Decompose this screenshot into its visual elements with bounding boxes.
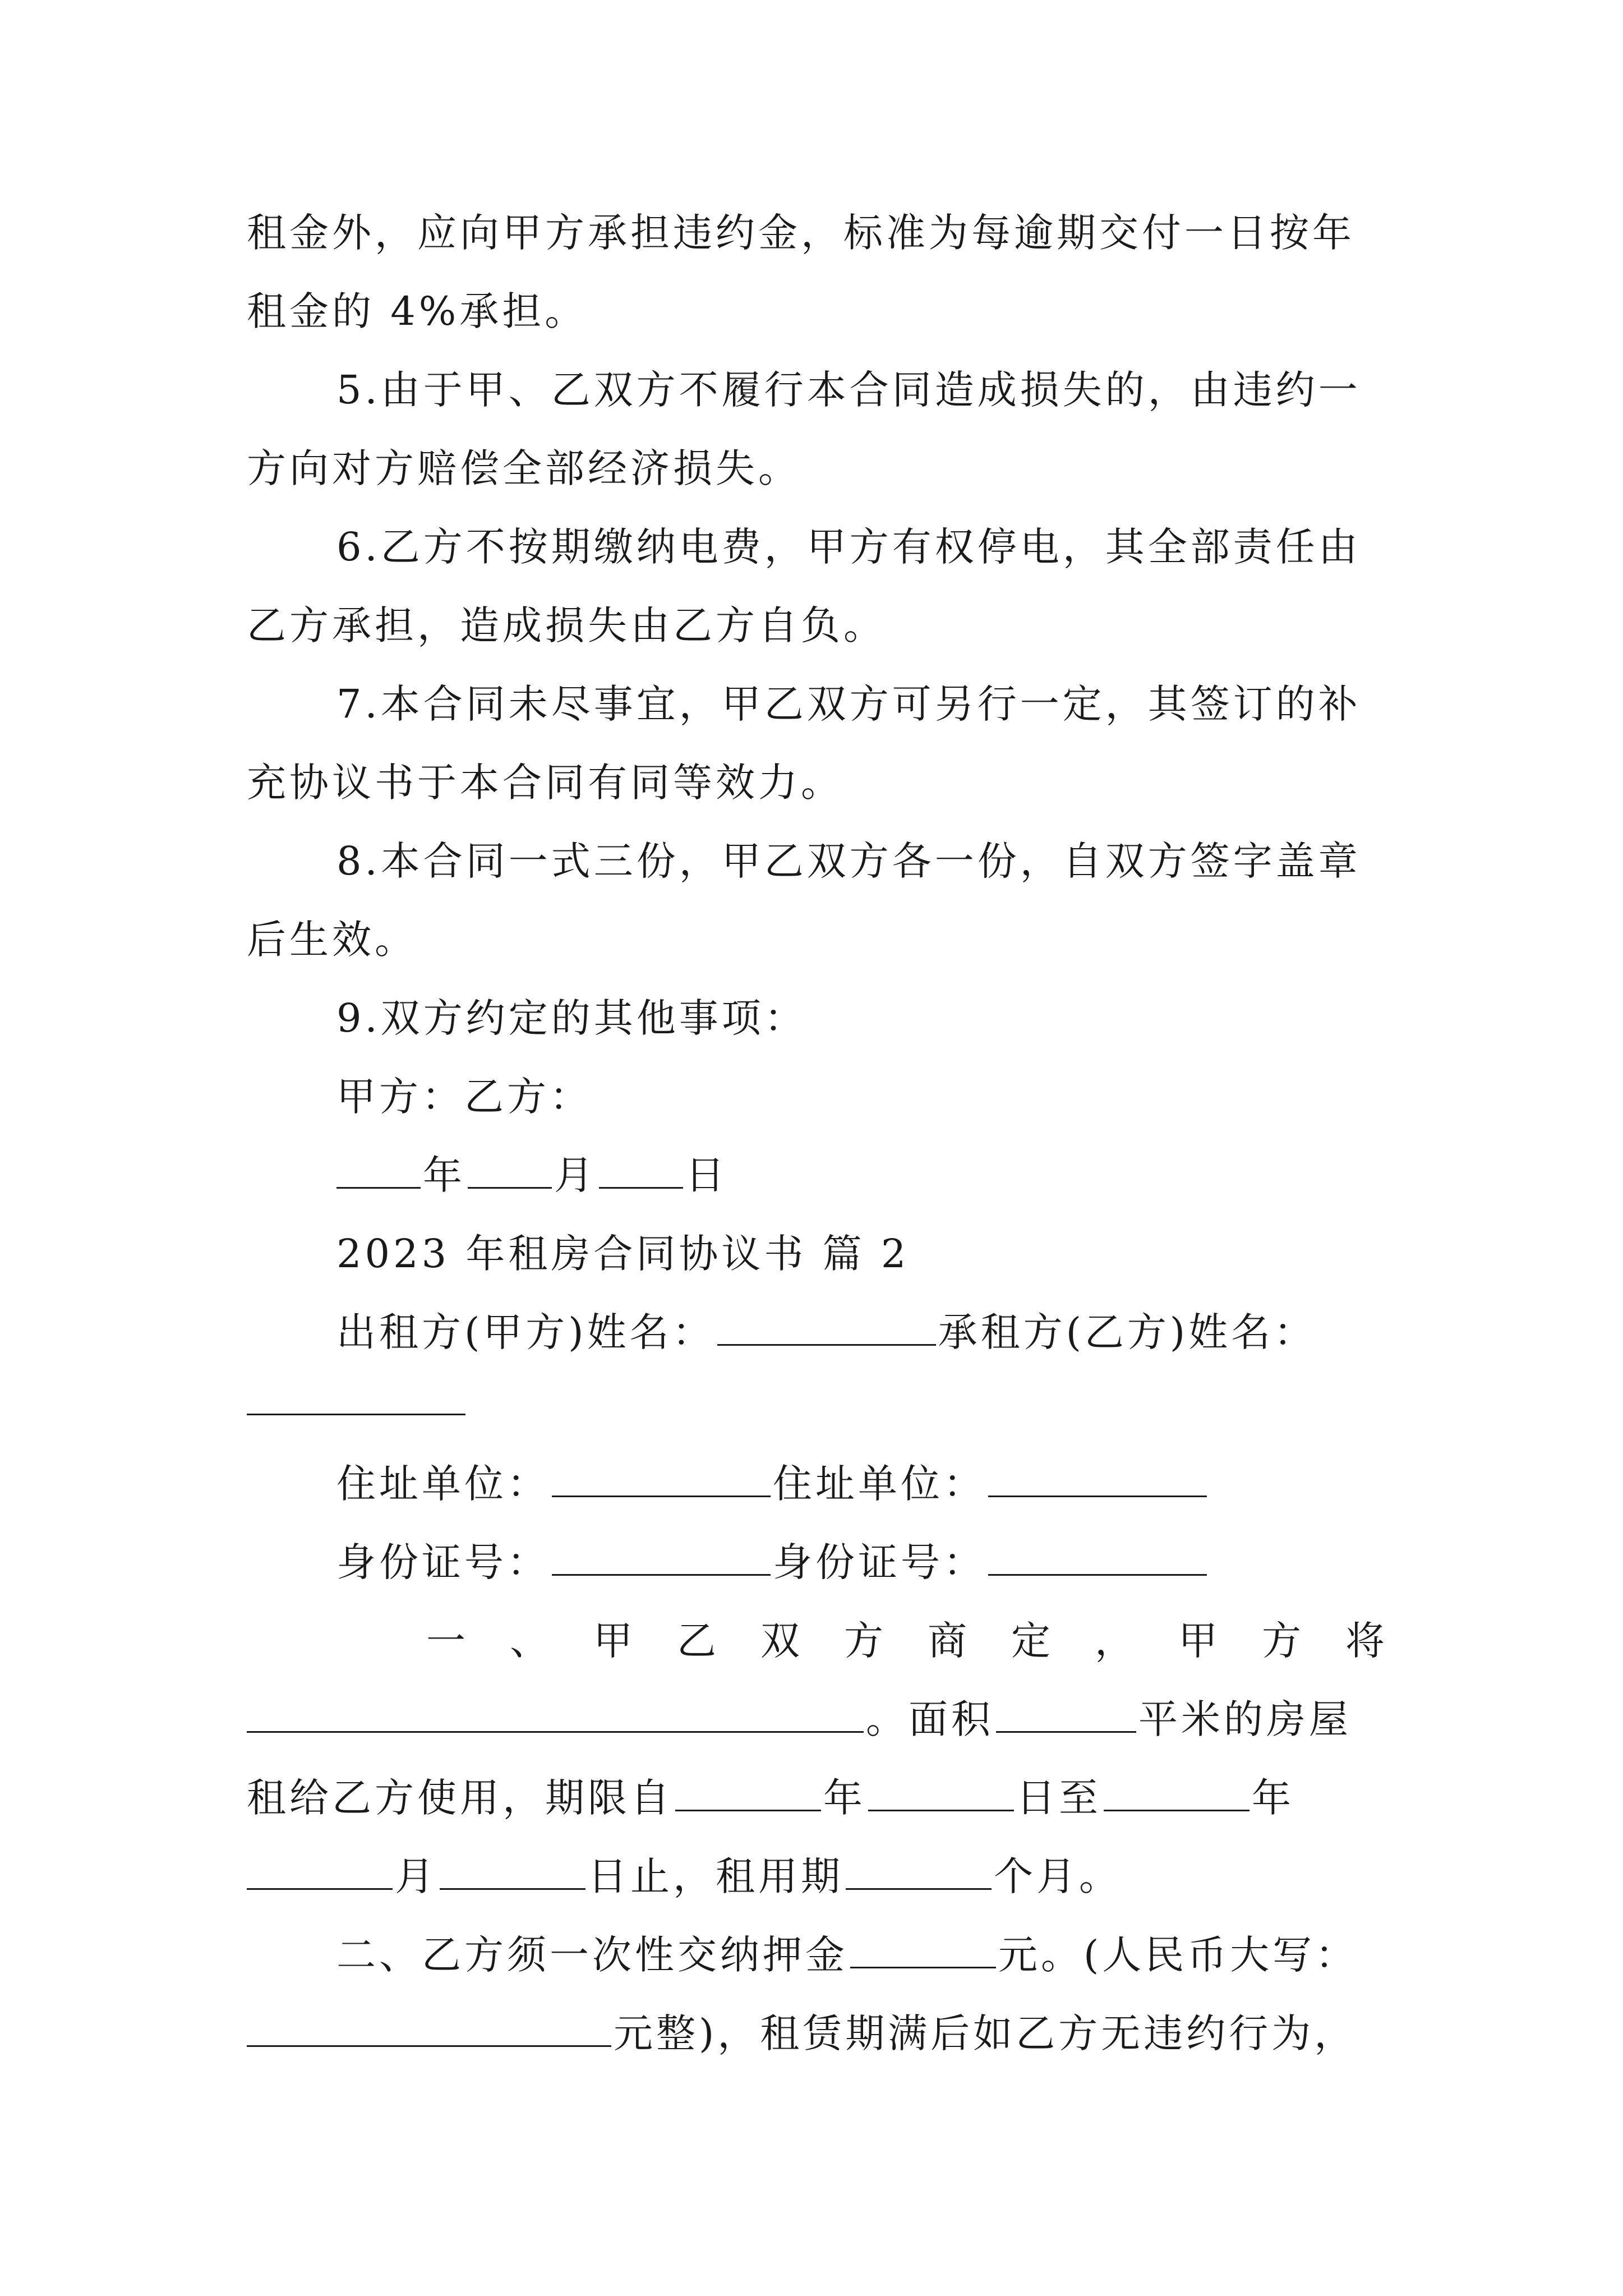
clause-7: 7.本合同未尽事宜，甲乙双方可另行一定，其签订的补 [336,681,1361,727]
clause-1-line-2 [247,1694,1352,1745]
text-line: 租金外，应向甲方承担违约金，标准为每逾期交付一日按年 [247,210,1355,256]
area-blank[interactable] [996,1696,1136,1733]
lessee-name-label: 承租方(乙方)姓名： [938,1309,1317,1355]
clause-8: 8.本合同一式三份，甲乙双方各一份，自双方签字盖章 [336,838,1361,884]
lessee-id-label: 身份证号： [773,1539,986,1585]
clause-1-line-3 [247,1773,1294,1823]
lessor-address-label: 住址单位： [336,1461,550,1507]
period-prefix: 租给乙方使用，期限自 [247,1775,673,1821]
month-label: 月 [554,1152,597,1198]
months-label: 个月。 [994,1853,1122,1899]
lessor-id-blank[interactable] [552,1539,771,1576]
month-blank[interactable] [468,1152,552,1189]
lessor-address-blank[interactable] [552,1461,771,1497]
lessor-id-label: 身份证号： [336,1539,550,1585]
start-year-blank[interactable] [675,1775,821,1811]
clause-5: 5.由于甲、乙双方不履行本合同造成损失的，由违约一 [336,367,1361,413]
deposit-prefix: 二、乙方须一次性交纳押金 [336,1932,848,1978]
text-line: 后生效。 [247,917,417,963]
end-label: 日止，租用期 [588,1853,843,1899]
date-line [336,1150,728,1200]
id-line [336,1537,1209,1588]
signature-parties: 甲方：乙方： [336,1074,592,1120]
clause-9: 9.双方约定的其他事项： [336,995,807,1041]
party-names-line [336,1307,1316,1358]
lessee-address-blank[interactable] [988,1461,1207,1497]
lessor-name-blank[interactable] [717,1309,936,1346]
end-year-label: 年 [1252,1775,1294,1821]
area-suffix: 平米的房屋 [1138,1696,1352,1742]
year-blank[interactable] [336,1152,421,1189]
section-title: 2023 年租房合同协议书 篇 2 [336,1231,910,1277]
end-month-label: 月 [395,1853,437,1899]
end-year-blank[interactable] [1104,1775,1249,1811]
deposit-suffix: 元整)，租赁期满后如乙方无违约行为， [614,2010,1357,2056]
day-to-label: 日至 [1016,1775,1101,1821]
area-prefix: 。面积 [866,1696,994,1742]
deposit-yuan: 元。(人民币大写： [998,1932,1358,1978]
months-blank[interactable] [846,1853,992,1890]
end-month-blank[interactable] [247,1853,393,1890]
start-year-label: 年 [823,1775,866,1821]
end-day-blank[interactable] [440,1853,585,1890]
text-line: 乙方承担，造成损失由乙方自负。 [247,602,886,648]
clause-1-line-1: 一 、 甲 乙 双 方 商 定 ， 甲 方 将 [426,1618,1388,1664]
property-address-blank[interactable] [247,1696,864,1733]
day-label: 日 [685,1152,728,1198]
clause-6: 6.乙方不按期缴纳电费，甲方有权停电，其全部责任由 [336,524,1361,570]
deposit-uppercase-blank[interactable] [247,2010,611,2047]
lessor-name-label: 出租方(甲方)姓名： [336,1309,715,1355]
lessee-id-blank[interactable] [988,1539,1207,1576]
lessee-address-label: 住址单位： [773,1461,986,1507]
address-line [336,1458,1209,1509]
lessee-name-blank[interactable] [247,1414,465,1415]
clause-2-line-2 [247,2008,1357,2059]
clause-2-line-1 [336,1930,1358,1980]
text-line: 充协议书于本合同有同等效力。 [247,760,843,806]
year-label: 年 [423,1152,465,1198]
text-line: 租金的 4%承担。 [247,288,588,334]
start-day-blank[interactable] [868,1775,1014,1811]
text-line: 方向对方赔偿全部经济损失。 [247,445,801,491]
deposit-blank[interactable] [850,1932,996,1968]
clause-1-line-4 [247,1851,1122,1902]
day-blank[interactable] [599,1152,683,1189]
